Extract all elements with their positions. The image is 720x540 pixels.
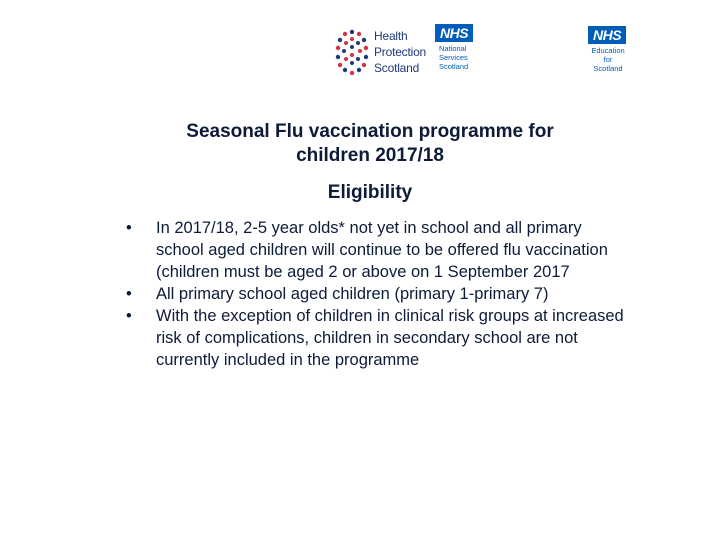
bullet-text: In 2017/18, 2-5 year olds* not yet in school and all primary school aged children will continue to be offered flu vaccination (children must be aged 2 or above on 1 September 2017 [156,219,608,281]
list-item [126,305,626,371]
health-protection-scotland-logo [332,24,428,84]
bullet-text: With the exception of children in clinical risk groups at increased risk of complications, children in secondary school are not currently included in the programme [156,307,624,369]
nes-logo-line: for [603,55,613,64]
nes-logo-text [588,46,628,73]
nhs-badge: NHS [588,26,626,44]
nss-logo-line: Services [439,53,468,62]
nes-logo-line: Education [591,46,625,55]
bullet-icon: • [126,307,132,325]
bullet-icon: • [126,219,132,237]
hps-dots-icon [332,24,372,84]
hps-logo-line: Health [374,29,408,43]
nss-logo-text [435,44,479,71]
hps-logo-text [374,28,426,76]
list-item [126,283,626,305]
slide-title-line: Seasonal Flu vaccination programme for [186,121,554,142]
bullet-list [126,217,626,371]
slide-subtitle: Eligibility [327,182,413,203]
nss-logo-line: Scotland [439,62,469,71]
list-item [126,217,626,283]
nhs-education-for-scotland-logo [588,26,634,88]
slide-title [120,120,620,168]
slide-title-line: children 2017/18 [296,145,444,166]
hps-logo-line: Scotland [374,61,420,75]
hps-logo-line: Protection [374,45,427,59]
nhs-badge: NHS [435,24,473,42]
nss-logo-line: National [439,44,467,53]
nes-logo-line: Scotland [593,64,623,73]
bullet-text: All primary school aged children (primary 1-primary 7) [156,285,549,303]
nhs-national-services-scotland-logo [435,24,479,84]
bullet-icon: • [126,285,132,303]
